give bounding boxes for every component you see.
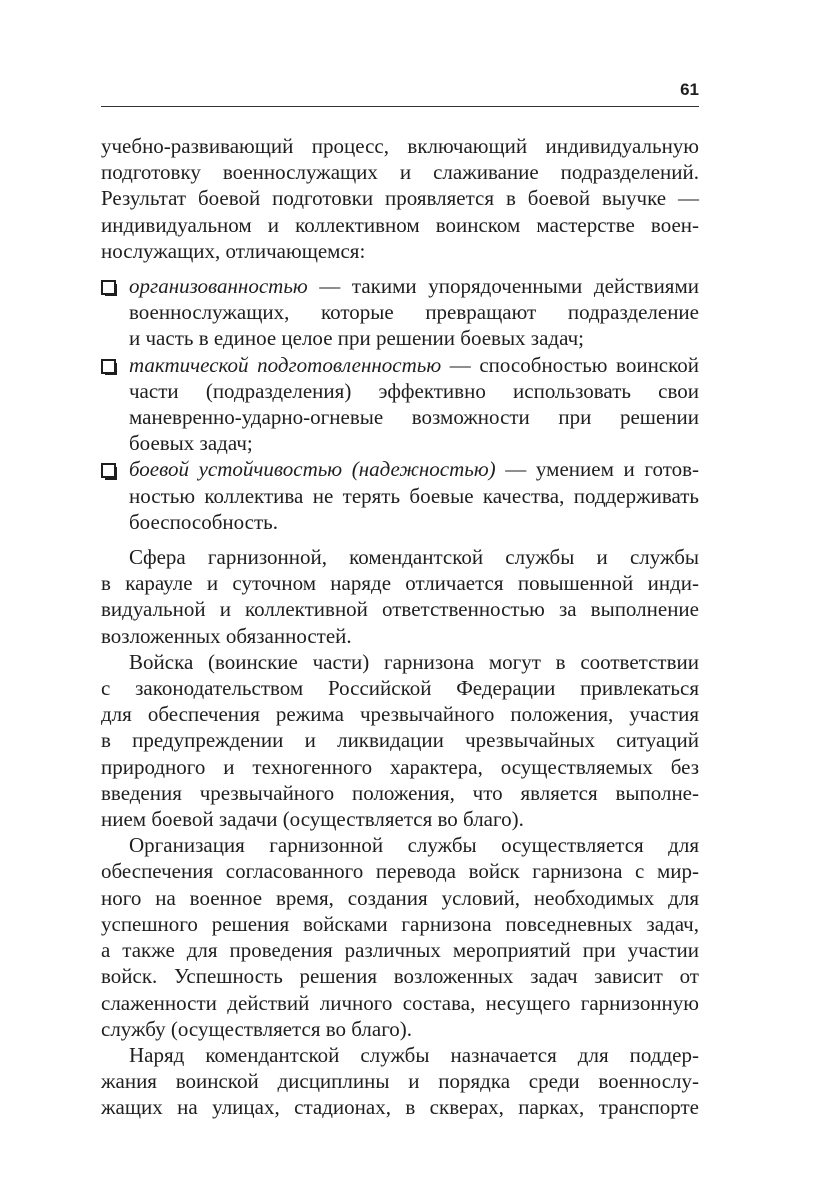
paragraph: [101, 832, 699, 1042]
checkbox-bullet-icon: [101, 463, 116, 478]
paragraph: [101, 649, 699, 832]
list-item: [101, 352, 699, 457]
text-line: службу (осуществляется во благо).: [101, 1016, 413, 1041]
text-line: а также для проведения различных мероприятий при участии: [101, 938, 699, 963]
text-line: части (подразделения) эффективно использовать свои: [129, 378, 699, 403]
text-line: ностью коллектива не терять боевые качества, поддерживать: [129, 483, 699, 508]
italic-term: тактической подготовленностью: [129, 352, 442, 377]
book-page: [101, 78, 699, 1121]
text-line: жащих на улицах, стадионах, в скверах, парках, транспорте: [101, 1095, 699, 1120]
text-line: обеспечения согласованного перевода войск гарнизона с мир-: [101, 859, 699, 884]
text-line: Сфера гарнизонной, комендантской службы и службы: [129, 545, 699, 570]
checkbox-bullet-icon: [101, 280, 116, 295]
text-line: слаженности действий личного состава, несущего гарнизонную: [101, 990, 699, 1015]
text-line: успешного решения войсками гарнизона повседневных задач,: [101, 911, 699, 936]
text-line: индивидуальном и коллективном воинском мастерстве воен-: [101, 212, 699, 237]
term-definition: — умением и готов-: [495, 457, 700, 482]
text-line: учебно-развивающий процесс, включающий индивидуальную: [101, 134, 699, 158]
text-line: [129, 456, 699, 482]
page-number: 61: [680, 80, 699, 99]
text-line: Наряд комендантской службы назначается для поддер-: [129, 1042, 699, 1067]
text-line: в карауле и суточном наряде отличается повышенной инди-: [101, 571, 699, 596]
italic-term: организованностью: [129, 274, 308, 299]
paragraph: [101, 1042, 699, 1121]
text-line: нием боевой задачи (осуществляется во благо).: [101, 807, 524, 832]
italic-term: боевой устойчивостью (надежностью): [129, 457, 496, 482]
text-line: войск. Успешность решения возложенных задач зависит от: [101, 964, 699, 989]
text-line: для обеспечения режима чрезвычайного положения, участия: [101, 702, 699, 727]
list-item: [101, 456, 699, 535]
text-line: военнослужащих, которые превращают подразделение: [129, 300, 699, 325]
list-item: [101, 273, 699, 352]
text-line: нослужащих, отличающемся:: [101, 238, 366, 263]
text-line: введения чрезвычайного положения, что является выполне-: [101, 780, 699, 805]
text-line: подготовку военнослужащих и слаживание подразделений.: [101, 160, 699, 185]
text-line: с законодательством Российской Федерации привлекаться: [101, 676, 699, 701]
text-line: и часть в единое целое при решении боевых задач;: [129, 326, 584, 351]
text-line: Войска (воинские части) гарнизона могут в соответствии: [129, 649, 699, 674]
text-line: Организация гарнизонной службы осуществляется для: [129, 833, 699, 858]
text-line: в предупреждении и ликвидации чрезвычайных ситуаций: [101, 728, 699, 753]
text-line: природного и техногенного характера, осуществляемых без: [101, 754, 699, 779]
term-definition: — такими упорядоченными действиями: [307, 274, 699, 299]
text-line: видуальной и коллективной ответственностью за выполнение: [101, 597, 699, 622]
term-definition: — способностью воинской: [441, 352, 700, 377]
text-line: жания воинской дисциплины и порядка среди военнослу-: [101, 1069, 699, 1094]
text-line: боеспособность.: [129, 509, 278, 534]
intro-paragraph: [101, 133, 699, 264]
text-line: [129, 352, 699, 378]
text-line: Результат боевой подготовки проявляется в боевой выучке —: [101, 186, 699, 211]
page-header: [101, 78, 699, 107]
text-line: ного на военное время, создания условий, необходимых для: [101, 885, 699, 910]
text-line: боевых задач;: [129, 431, 253, 456]
paragraph: [101, 544, 699, 649]
text-line: возложенных обязанностей.: [101, 623, 352, 648]
body-text: [101, 133, 699, 1121]
text-line: маневренно-ударно-огневые возможности при решении: [129, 405, 699, 430]
checkbox-bullet-icon: [101, 359, 116, 374]
bullet-list: [101, 273, 699, 535]
text-line: [129, 273, 699, 299]
